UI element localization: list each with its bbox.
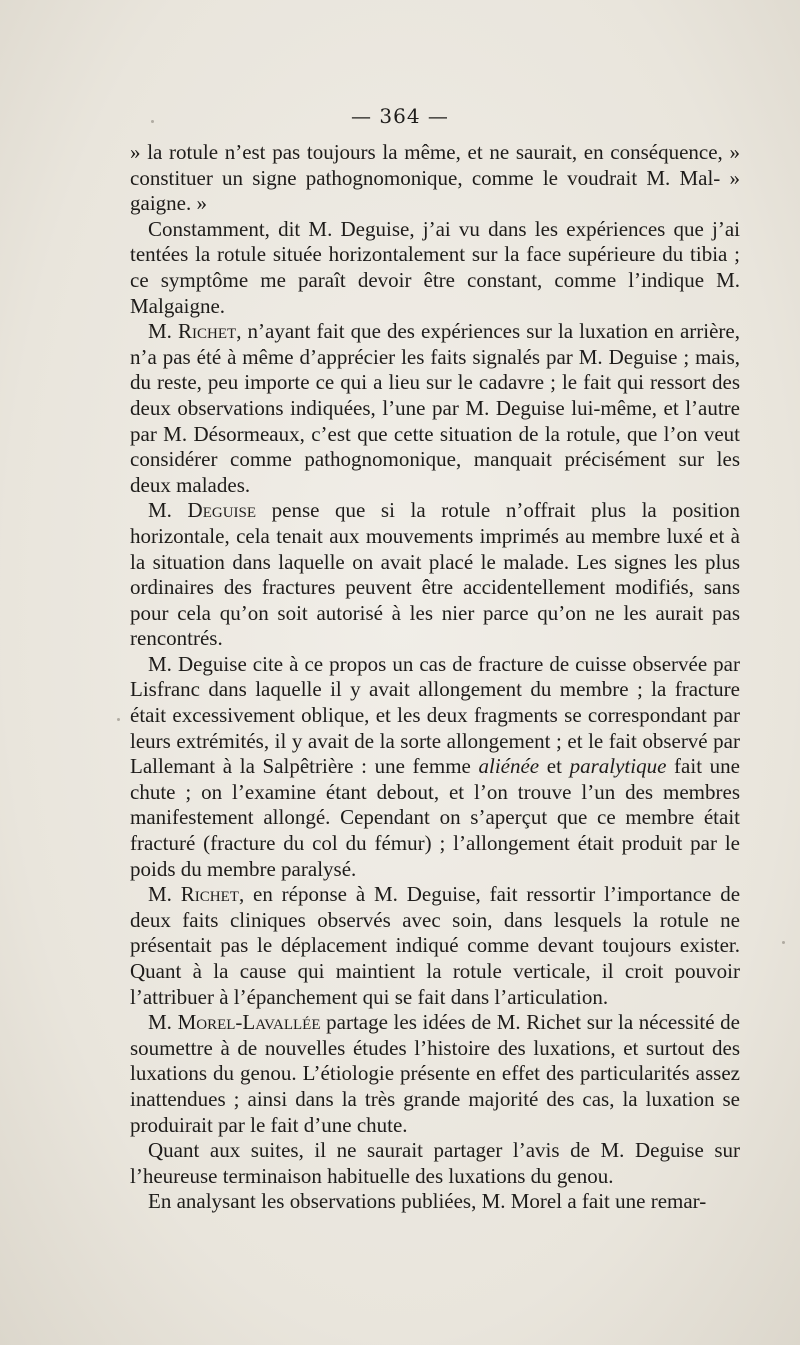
body-text <box>130 140 740 1215</box>
paragraph-quote-end: » la rotule n’est pas toujours la même, et ne saurait, en conséquence, » constituer un signe pathognomonique, comme le voudrait M. Mal- » gaigne. » <box>130 140 740 216</box>
speaker-name: Richet <box>178 319 237 344</box>
paragraph-text: , en réponse à M. Deguise, fait ressortir l’importance de deux faits cliniques observés avec soin, dans lesquels la rotule ne présentait pas le déplacement indiqué comme devant toujours exister. Quant à la cause qui maintient la rotule verticale, il croit pouvoir l’attribuer à l’épanchement qui se fait dans l’articulation. <box>130 882 741 1009</box>
paragraph-suites: Quant aux suites, il ne saurait partager l’avis de M. Deguise sur l’heureuse terminaison habituelle des luxations du genou. <box>130 1138 740 1188</box>
speaker-name: Richet <box>180 882 239 907</box>
speaker-prefix: M. <box>148 498 172 523</box>
paragraph-richet-reply <box>130 319 740 498</box>
paragraph-text: fait une chute ; on l’examine étant debout, et l’on trouve l’un des membres manifestement allongé. Cependant on s’aperçut que ce membre était fracturé (fracture du col du fémur) ; l’allongement était produit par le poids du membre paralysé. <box>130 754 740 881</box>
paragraph-richet-response <box>130 882 740 1010</box>
ink-speck <box>117 718 120 721</box>
paragraph-analysis: En analysant les observations publiées, M. Morel a fait une remar- <box>148 1189 707 1214</box>
paragraph-text: , n’ayant fait que des expériences sur la luxation en arrière, n’a pas été à même d’apprécier les faits signalés par M. Deguise ; mais, du reste, peu importe ce qui a lieu sur le cadavre ; le fait qui ressort des deux observations indiquées, l’une par M. Deguise lui-même, et l’autre par M. Désormeaux, c’est que cette situation de la rotule, que l’on veut considérer comme pathognomonique, manquait précisément sur les deux malades. <box>130 319 740 497</box>
paragraph-deguise-reply <box>130 498 740 652</box>
ink-speck <box>151 120 154 123</box>
paragraph-text: pense que si la rotule n’offrait plus la position horizontale, cela tenait aux mouvements imprimés au membre luxé et à la situation dans laquelle on avait placé le malade. Les signes les plus ordinaires des fractures peuvent être accidentellement modifiés, sans pour cela qu’on soit autorisé à les nier parce qu’on ne les aurait pas rencontrés. <box>130 498 741 651</box>
speaker-prefix: M. <box>148 1010 172 1035</box>
paragraph-text: et <box>539 754 570 779</box>
speaker-prefix: M. <box>148 319 172 344</box>
emphasis-alienee: aliénée <box>478 754 540 779</box>
paragraph-text: partage les idées de M. Richet sur la nécessité de soumettre à de nouvelles études l’histoire des luxations, et surtout des luxations du genou. L’étiologie présente en effet des particularités assez inattendues ; ainsi dans la très grande majorité des cas, la luxation se produirait par le fait d’une chute. <box>130 1010 741 1137</box>
paragraph-deguise-statement: Constamment, dit M. Deguise, j’ai vu dans les expériences que j’ai tentées la rotule située horizontalement sur la face supérieure du tibia ; ce symptôme me paraît devoir être constant, comme l’indique M. Malgaigne. <box>130 216 740 318</box>
speaker-name: Deguise <box>187 498 257 523</box>
emphasis-paralytique: paralytique <box>569 754 667 779</box>
speaker-prefix: M. <box>148 882 172 907</box>
paragraph-lisfranc-case <box>130 652 740 882</box>
speaker-name: Morel-Lavallée <box>177 1010 321 1035</box>
paragraph-text: M. Deguise cite à ce propos un cas de fracture de cuisse observée par Lisfranc dans laquelle il y avait allongement du membre ; la fracture était excessivement oblique, et les deux fragments se correspondant par leurs extrémités, il y avait de la sorte allongement ; et le fait observé par Lallemant à la Salpêtrière : une femme <box>130 651 740 779</box>
ink-speck <box>782 941 785 944</box>
page-number: — 364 — <box>351 104 449 128</box>
paragraph-morel-lavallee <box>130 1010 740 1138</box>
